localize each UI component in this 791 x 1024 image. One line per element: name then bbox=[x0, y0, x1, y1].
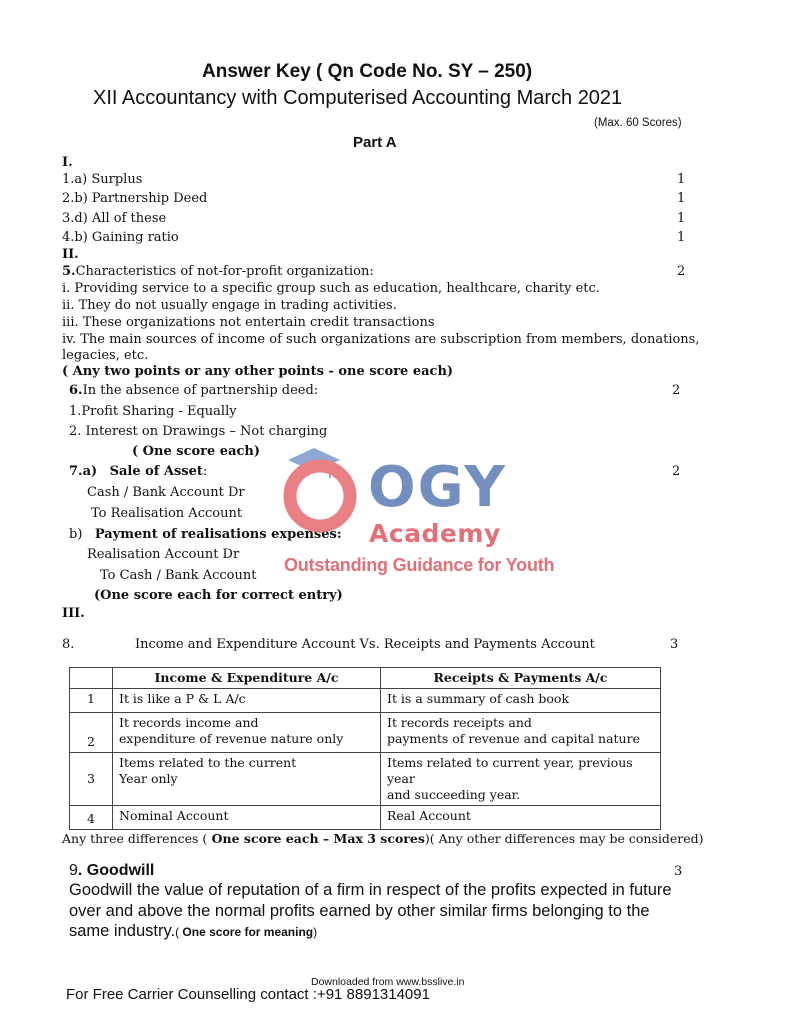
scoring-note: ( Any two points or any other points - one score each) bbox=[62, 364, 454, 379]
question-number: 9 bbox=[69, 862, 78, 879]
question-text: Income and Expenditure Account Vs. Receipts and Payments Account bbox=[135, 637, 595, 652]
question-text: Characteristics of not-for-profit organization: bbox=[75, 264, 374, 279]
point-line: i. Providing service to a specific group such as education, healthcare, charity etc. bbox=[62, 281, 600, 296]
question-text: Sale of Asset bbox=[109, 464, 203, 479]
table-cell: Items related to current year, previous year and succeeding year. bbox=[381, 753, 661, 806]
note-text: ) bbox=[313, 925, 318, 939]
table-header-cell: Receipts & Payments A/c bbox=[381, 668, 661, 689]
row-number: 2 bbox=[70, 713, 113, 753]
row-number: 3 bbox=[70, 753, 113, 806]
contact-line: For Free Carrier Counselling contact :+91 8891314091 bbox=[66, 986, 430, 1003]
table-cell: Items related to the current Year only bbox=[113, 753, 381, 806]
score-value: 1 bbox=[677, 211, 686, 226]
answer-text: same industry. bbox=[69, 922, 176, 940]
answer-line: 1.a) Surplus bbox=[62, 172, 143, 187]
scoring-note: ( One score each) bbox=[132, 444, 261, 459]
table-header-cell bbox=[70, 668, 113, 689]
scoring-note: (One score each for correct entry) bbox=[94, 588, 343, 603]
max-scores: (Max. 60 Scores) bbox=[594, 117, 682, 129]
scoring-note bbox=[175, 925, 317, 939]
row-number: 4 bbox=[70, 806, 113, 830]
table-cell: Nominal Account bbox=[113, 806, 381, 830]
watermark-brand: OGY bbox=[368, 455, 507, 520]
point-line: iii. These organizations not entertain credit transactions bbox=[62, 315, 435, 330]
point-line: legacies, etc. bbox=[62, 348, 149, 363]
question-heading bbox=[69, 383, 318, 398]
table-row bbox=[70, 753, 661, 806]
score-value: 1 bbox=[677, 172, 686, 187]
question-number: 8. bbox=[62, 637, 75, 652]
note-bold: One score for meaning bbox=[182, 925, 314, 939]
question-text: In the absence of partnership deed: bbox=[82, 383, 319, 398]
question-sub-label: b) bbox=[69, 527, 83, 542]
row-number: 1 bbox=[70, 689, 113, 713]
answer-line bbox=[69, 922, 317, 941]
watermark-tagline: Outstanding Guidance for Youth bbox=[284, 555, 555, 575]
question-text: Payment of realisations expenses: bbox=[94, 527, 342, 542]
table-row bbox=[70, 806, 661, 830]
question-text: . Goodwill bbox=[77, 862, 155, 879]
comparison-table bbox=[69, 667, 661, 830]
section-label: III. bbox=[62, 606, 85, 621]
answer-line: 3.d) All of these bbox=[62, 211, 167, 226]
table-cell: It is like a P & L A/c bbox=[113, 689, 381, 713]
journal-entry-line: To Realisation Account bbox=[91, 506, 243, 521]
answer-line: over and above the normal profits earned by other similar firms belonging to the bbox=[69, 902, 650, 920]
logo-ring-icon bbox=[290, 466, 350, 526]
question-heading bbox=[69, 862, 154, 880]
score-value: 2 bbox=[672, 383, 681, 398]
section-label: I. bbox=[62, 155, 73, 170]
table-header-row bbox=[70, 668, 661, 689]
answer-line: 2.b) Partnership Deed bbox=[62, 191, 208, 206]
question-number: 5. bbox=[62, 264, 76, 279]
note-text: )( Any other differences may be considered) bbox=[424, 831, 704, 846]
download-source: Downloaded from www.bsslive.in bbox=[311, 976, 465, 988]
question-sub-label: a) bbox=[82, 464, 98, 479]
journal-entry-line: Cash / Bank Account Dr bbox=[87, 485, 245, 500]
part-heading: Part A bbox=[353, 134, 397, 151]
section-label: II. bbox=[62, 247, 79, 262]
point-line: 2. Interest on Drawings – Not charging bbox=[69, 424, 328, 439]
score-value: 1 bbox=[677, 191, 686, 206]
score-value: 2 bbox=[677, 264, 686, 279]
journal-entry-line: Realisation Account Dr bbox=[87, 547, 240, 562]
watermark-name: Academy bbox=[369, 519, 501, 548]
score-value: 1 bbox=[677, 230, 686, 245]
point-line: ii. They do not usually engage in trading activities. bbox=[62, 298, 397, 313]
table-cell: It records receipts and payments of revenue and capital nature bbox=[381, 713, 661, 753]
question-colon: : bbox=[202, 464, 208, 479]
score-value: 3 bbox=[674, 864, 683, 879]
table-row bbox=[70, 689, 661, 713]
point-line: iv. The main sources of income of such organizations are subscription from members, donations, bbox=[62, 332, 700, 347]
question-heading bbox=[62, 264, 374, 279]
question-heading bbox=[69, 464, 207, 479]
note-bold: One score each – Max 3 scores bbox=[207, 831, 425, 846]
journal-entry-line: To Cash / Bank Account bbox=[100, 568, 257, 583]
page-title: Answer Key ( Qn Code No. SY – 250) bbox=[202, 61, 533, 82]
table-row bbox=[70, 713, 661, 753]
page-subtitle: XII Accountancy with Computerised Accounting March 2021 bbox=[93, 87, 623, 109]
score-value: 2 bbox=[672, 464, 681, 479]
table-header-cell: Income & Expenditure A/c bbox=[113, 668, 381, 689]
note-text: ( bbox=[175, 925, 183, 939]
answer-line: Goodwill the value of reputation of a firm in respect of the profits expected in future bbox=[69, 881, 672, 899]
score-value: 3 bbox=[670, 637, 679, 652]
scoring-note bbox=[62, 831, 704, 846]
table-cell: Real Account bbox=[381, 806, 661, 830]
table-cell: It is a summary of cash book bbox=[381, 689, 661, 713]
answer-line: 4.b) Gaining ratio bbox=[62, 230, 179, 245]
question-number: 6. bbox=[69, 383, 83, 398]
question-number: 7. bbox=[69, 464, 83, 479]
note-text: Any three differences ( bbox=[62, 831, 208, 846]
table-cell: It records income and expenditure of revenue nature only bbox=[113, 713, 381, 753]
point-line: 1.Profit Sharing - Equally bbox=[69, 404, 237, 419]
